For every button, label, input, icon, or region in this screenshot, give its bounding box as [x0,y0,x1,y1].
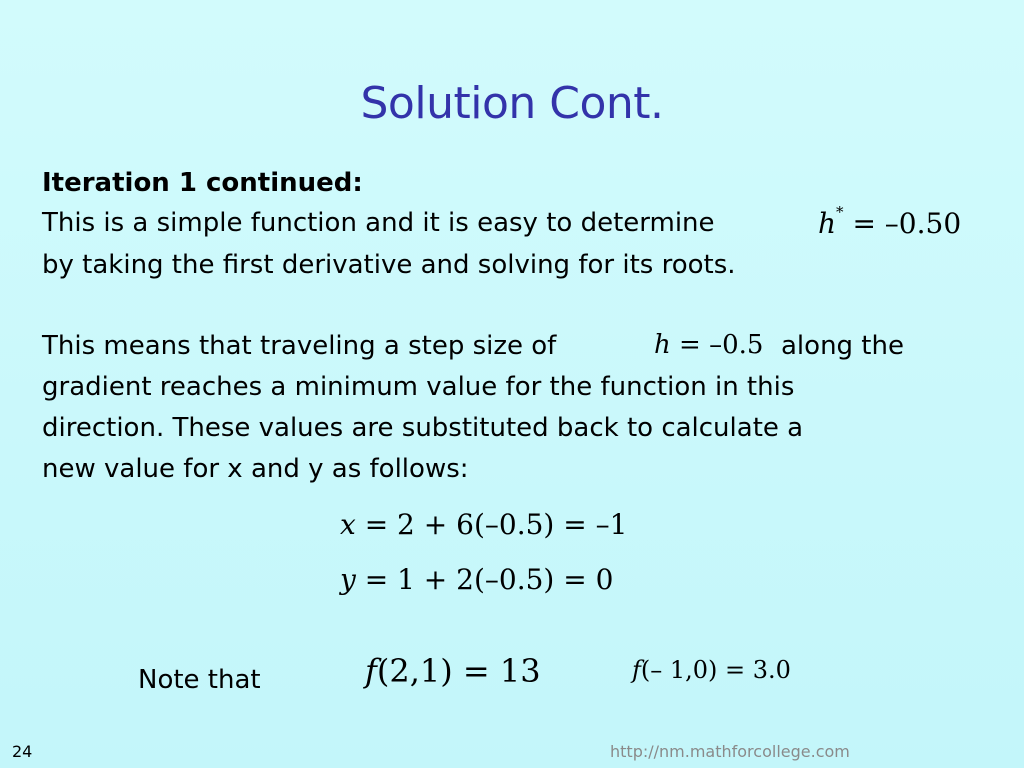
equation-f-minus1-0 [632,656,791,684]
iteration-heading: Iteration 1 continued: [42,168,363,198]
var-y: y [340,563,356,596]
var-h: h [818,207,837,240]
slide-title: Solution Cont. [360,78,664,129]
equation-h-star-rhs: = –0.50 [843,207,962,240]
equation-h [654,330,763,360]
paragraph1-line2: by taking the first derivative and solving for its roots. [42,250,736,280]
paragraph1-line1: This is a simple function and it is easy to determine [42,208,715,238]
var-f: f [365,652,377,690]
equation-x-rhs: = 2 + 6(–0.5) = –1 [355,508,628,541]
equation-f-minus1-0-rhs: (– 1,0) = 3.0 [640,656,791,684]
var-f: f [632,656,641,684]
page-number: 24 [12,742,33,761]
var-h: h [654,330,671,360]
superscript-star: * [836,202,844,221]
equation-h-rhs: = –0.5 [670,330,764,360]
equation-y [340,563,613,596]
paragraph2-line2: gradient reaches a minimum value for the function in this [42,372,795,402]
equation-f-2-1 [365,652,541,690]
note-label: Note that [138,665,261,695]
equation-h-star [818,202,962,240]
var-x: x [340,508,356,541]
paragraph2-line1-end: along the [781,331,904,361]
equation-y-rhs: = 1 + 2(–0.5) = 0 [355,563,614,596]
footer-url: http://nm.mathforcollege.com [610,742,850,761]
equation-x [340,508,627,541]
paragraph2-line3: direction. These values are substituted back to calculate a [42,413,804,443]
equation-f-2-1-rhs: (2,1) = 13 [376,652,541,690]
paragraph2-line1: This means that traveling a step size of [42,331,557,361]
paragraph2-line4: new value for x and y as follows: [42,454,469,484]
